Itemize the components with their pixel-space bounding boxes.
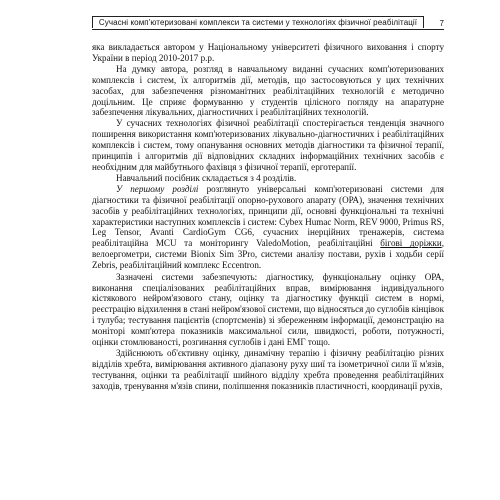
running-header [92,12,444,30]
paragraph-first-chapter [92,184,444,271]
underlined-term: бігові доріжки [380,238,442,249]
paragraph: Здійснюють об'єктивну оцінку, динамічну терапію і фізичну реабілітацію різних відділів хребта, вимірювання активного діапазону руху шиї та ізометричної сили її м'язів, тестування, оцінки та реабілітації шийного відділу хребта проведення реабілітаційних заходів, тренування м'язів спини, поліпшення показників пластичності, координації рухів, [92,347,444,391]
italic-lead: У першому розділі [116,183,199,194]
paragraph: яка викладається автором у Національному університеті фізичного виховання і спорту України в період 2010-2017 р.р. [92,42,444,63]
paragraph-text: , велоергометри, системи Bionix Sim 3Pro, системи аналізу постави, рухів і ходьби серії Zebris, реабілітаційний комплекс Eccentron. [92,238,444,271]
paragraph: Зазначені системи забезпечують: діагностику, функціональну оцінку ОРА, виконання спеціалізованих реабілітаційних вправ, вимірювання індивідуального кістякового нейром'язового стану, оцінку та діагностику функції систем в нормі, реєстрацію відхилення в стані нейром'язової системи, що відносяться до суглобів кінцівок і тулуба; тестування пацієнтів (спортсменів) зі збереженням інформації, демонстрацію на моніторі комп'ютера показників максимальної сили, швидкості, роботи, потужності, оцінки стомлюваності, розгинання суглобів і дані ЕМГ тощо. [92,271,444,348]
paragraph: У сучасних технологіях фізичної реабілітації спостерігається тенденція значного поширення використання комп'ютеризованих лікувально-діагностичних і реабілітаційних комплексів і систем, тому опанування основних методів діагностики та фізичної терапії, принципів і алгоритмів дії відповідних складних інформаційних технічних засобів є необхідним для майбутнього фахівця з фізичної терапії, ерготерапії. [92,118,444,172]
paragraph: Навчальний посібник складається з 4 розділів. [116,172,297,183]
header-title: Сучасні комп'ютеризовані комплекси та системи у технологіях фізичної реабілітації [92,16,424,28]
paragraph-text: розглянуто універсальні комп'ютеризовані системи для діагностики та фізичної реабілітації опорно-рухового апарату (ОРА), значення технічних засобів у реабілітаційних технологіях, принципи дії, основні функціональні та технічні характеристики наступних комплексів і систем: Cybex Humac Norm, REV 9000, Primus RS, Leg Tensor, Avanti CardioGym CG6, сучасних інерційних тренажерів, система реабілітаційна MCU та моніторингу ValedoMotion, реабілітаційні [92,183,444,249]
page-number: 7 [439,19,444,28]
paragraph: На думку автора, розгляд в навчальному виданні сучасних комп'ютеризованих комплексів і систем, їх алгоритмів дії, методів, що застосовуються у цих технічних засобах, для забезпечення різноманітних реабілітаційних технологій є методично доцільним. Це сприяє формуванню у студентів цілісного погляду на апаратурне забезпечення лікувальних, діагностичних і реабілітаційних технологій. [92,63,444,118]
page-body [92,42,444,392]
